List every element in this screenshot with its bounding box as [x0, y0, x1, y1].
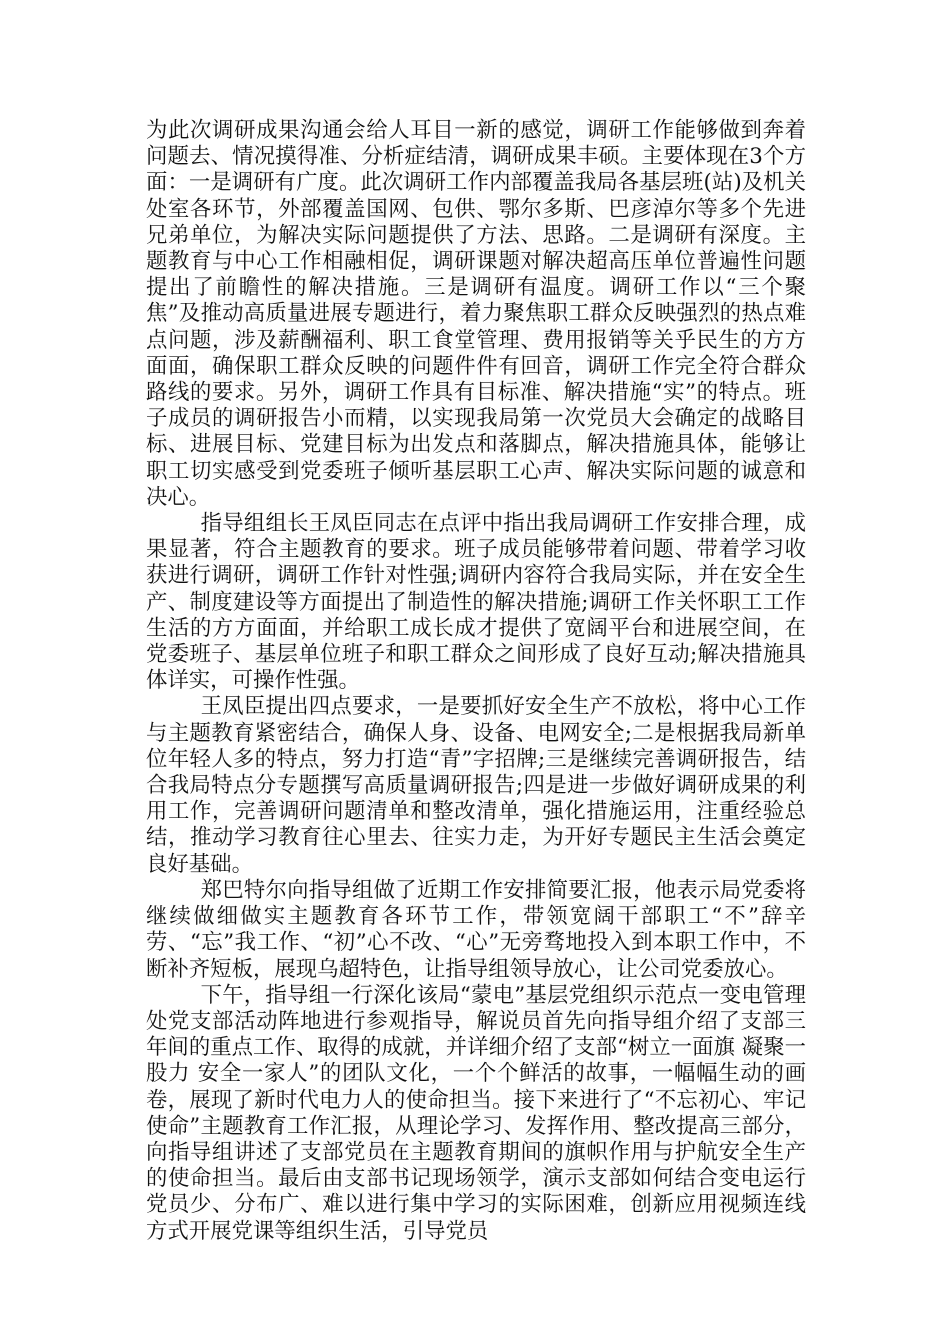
paragraph: 指导组组长王凤臣同志在点评中指出我局调研工作安排合理，成果显著，符合主题教育的要求。班子成员能够带着问题、带着学习收获进行调研，调研工作针对性强;调研内容符合我局实际，并在安全生产、制度建设等方面提出了制造性的解决措施;调研工作关怀职工工作生活的方方面面，并给职工成长成才提供了宽阔平台和进展空间，在党委班子、基层单位班子和职工群众之间形成了良好互动;解决措施具体详实，可操作性强。	[146, 511, 806, 694]
paragraph: 郑巴特尔向指导组做了近期工作安排简要汇报，他表示局党委将继续做细做实主题教育各环节工作，带领宽阔干部职工“不”辞辛劳、“忘”我工作、“初”心不改、“心”无旁骛地投入到本职工作中，不断补齐短板，展现乌超特色，让指导组领导放心，让公司党委放心。	[146, 877, 806, 982]
paragraph: 下午，指导组一行深化该局“蒙电”基层党组织示范点一变电管理处党支部活动阵地进行参观指导，解说员首先向指导组介绍了支部三年间的重点工作、取得的成就，并详细介绍了支部“树立一面旗 凝聚一股力 安全一家人”的团队文化，一个个鲜活的故事，一幅幅生动的画卷，展现了新时代电力人的使命担当。接下来进行了“不忘初心、牢记使命”主题教育工作汇报，从理论学习、发挥作用、整改提高三部分，向指导组讲述了支部党员在主题教育期间的旗帜作用与护航安全生产的使命担当。最后由支部书记现场领学，演示支部如何结合变电运行党员少、分布广、难以进行集中学习的实际困难，创新应用视频连线方式开展党课等组织生活，引导党员	[146, 982, 806, 1244]
paragraph: 为此次调研成果沟通会给人耳目一新的感觉，调研工作能够做到奔着问题去、情况摸得准、分析症结清，调研成果丰硕。主要体现在3个方面：一是调研有广度。此次调研工作内部覆盖我局各基层班(站)及机关处室各环节，外部覆盖国网、包供、鄂尔多斯、巴彦淖尔等多个先进兄弟单位，为解决实际问题提供了方法、思路。二是调研有深度。主题教育与中心工作相融相促，调研课题对解决超高压单位普遍性问题提出了前瞻性的解决措施。三是调研有温度。调研工作以“三个聚焦”及推动高质量进展专题进行，着力聚焦职工群众反映强烈的热点难点问题，涉及薪酬福利、职工食堂管理、费用报销等关乎民生的方方面面，确保职工群众反映的问题件件有回音，调研工作完全符合群众路线的要求。另外，调研工作具有目标准、解决措施“实”的特点。班子成员的调研报告小而精，以实现我局第一次党员大会确定的战略目标、进展目标、党建目标为出发点和落脚点，解决措施具体，能够让职工切实感受到党委班子倾听基层职工心声、解决实际问题的诚意和决心。	[146, 118, 806, 510]
body-text	[146, 118, 806, 1245]
paragraph: 王凤臣提出四点要求，一是要抓好安全生产不放松，将中心工作与主题教育紧密结合，确保人身、设备、电网安全;二是根据我局新单位年轻人多的特点，努力打造“青”字招牌;三是继续完善调研报告，结合我局特点分专题撰写高质量调研报告;四是进一步做好调研成果的利用工作，完善调研问题清单和整改清单，强化措施运用，注重经验总结，推动学习教育往心里去、往实力走，为开好专题民主生活会奠定良好基础。	[146, 694, 806, 877]
